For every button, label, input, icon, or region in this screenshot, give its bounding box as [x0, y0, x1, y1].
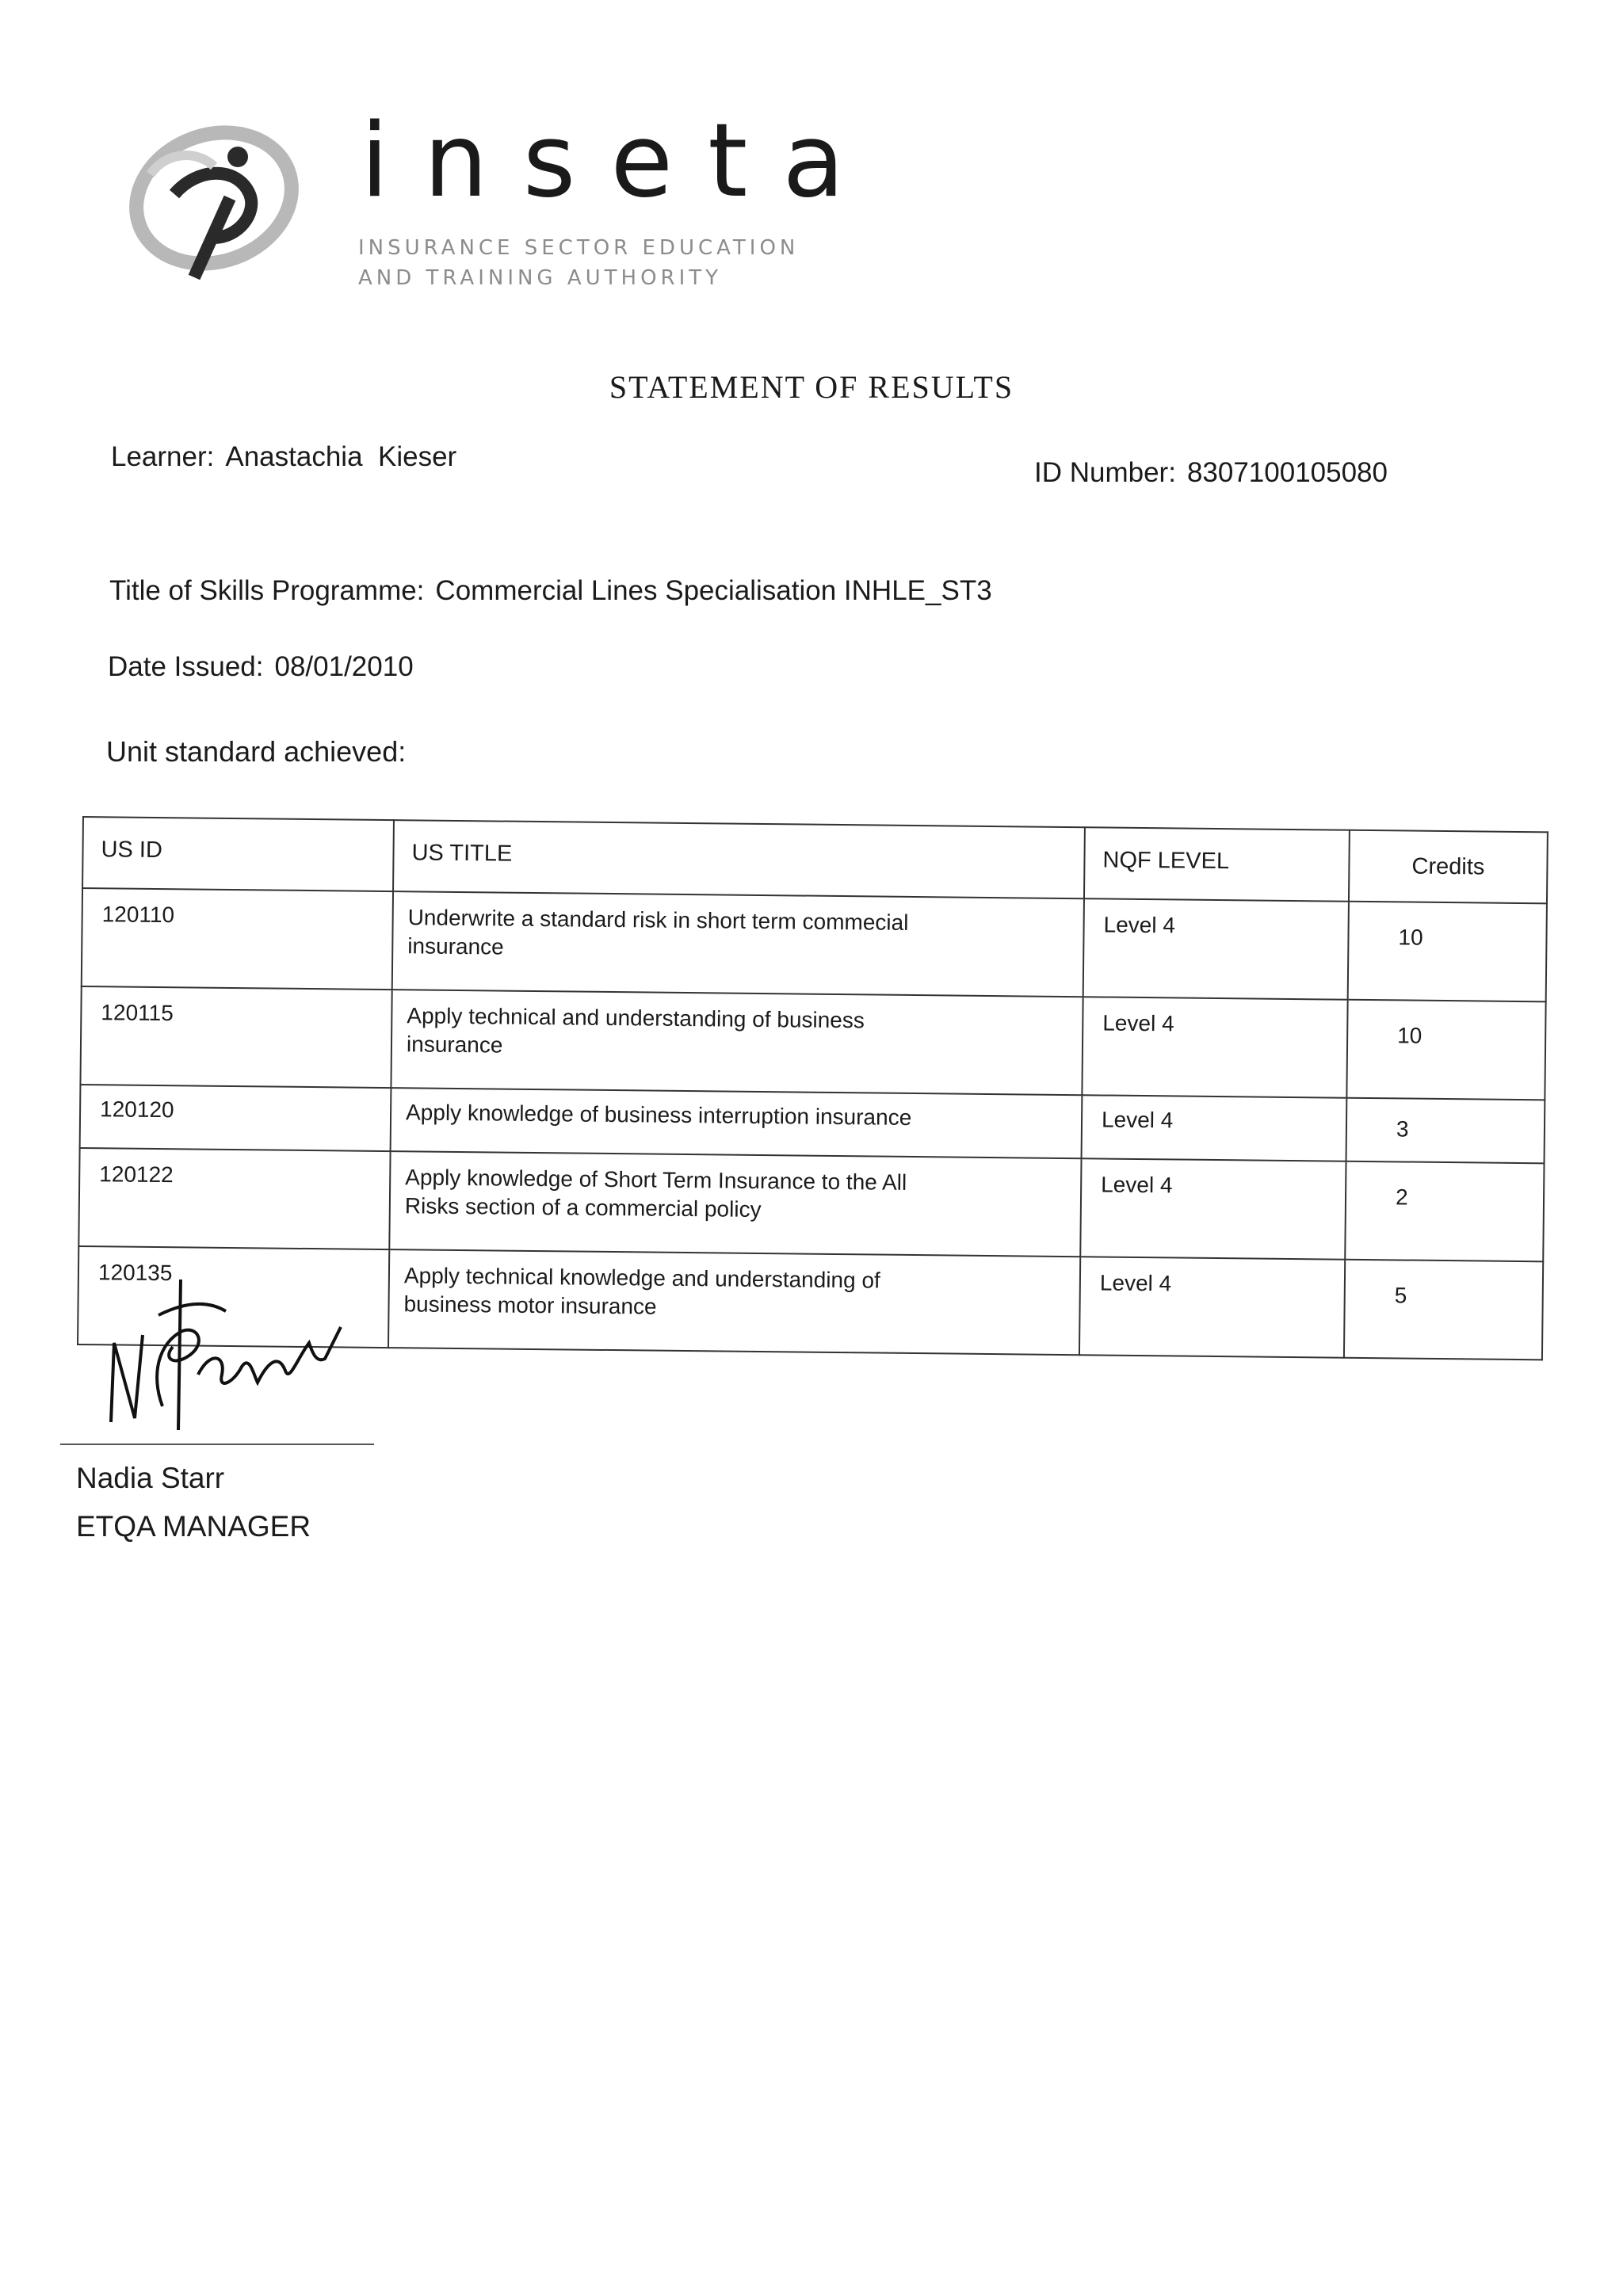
header-us-id: US ID: [82, 817, 394, 891]
table-row: [80, 986, 1545, 1100]
cell-us-title: [388, 1249, 1080, 1355]
learner-value: Anastachia Kieser: [225, 441, 457, 472]
cell-credits: 3: [1346, 1098, 1545, 1164]
id-number-value: 8307100105080: [1186, 457, 1388, 488]
title-line: Apply knowledge of Short Term Insurance to the All: [405, 1165, 907, 1195]
signatory-role: ETQA MANAGER: [76, 1510, 311, 1543]
unit-standard-heading: Unit standard achieved:: [106, 735, 407, 768]
id-number-field: [1034, 457, 1388, 489]
learner-field: [111, 441, 456, 473]
title-line: Apply technical knowledge and understanding of: [403, 1263, 880, 1293]
cell-nqf-level: Level 4: [1079, 1257, 1345, 1357]
logo-wordmark: inseta: [361, 102, 880, 220]
signature-line: [60, 1444, 374, 1445]
title-line: Risks section of a commercial policy: [404, 1193, 762, 1222]
cell-nqf-level: Level 4: [1082, 997, 1347, 1097]
cell-credits: 5: [1344, 1260, 1543, 1360]
title-line: Apply knowledge of business interruption insurance: [405, 1100, 912, 1130]
title-line: Underwrite a standard risk in short term commecial: [407, 905, 909, 935]
cell-us-title: [392, 891, 1084, 997]
inseta-swirl-logo-icon: [119, 119, 317, 285]
header-us-title: US TITLE: [393, 820, 1085, 898]
programme-label: Title of Skills Programme:: [109, 575, 425, 606]
cell-us-title: [391, 1088, 1083, 1158]
cell-us-id: 120120: [80, 1085, 391, 1151]
programme-field: [109, 575, 992, 607]
title-line: insurance: [407, 933, 504, 959]
table-row: [82, 888, 1547, 1001]
cell-credits: 10: [1348, 902, 1547, 1002]
title-line: insurance: [406, 1032, 503, 1058]
cell-nqf-level: Level 4: [1083, 898, 1349, 999]
handwritten-signature: [87, 1256, 357, 1438]
signatory-name: Nadia Starr: [76, 1462, 225, 1494]
cell-credits: 10: [1346, 1000, 1545, 1100]
date-issued-field: [108, 651, 414, 683]
document-title: STATEMENT OF RESULTS: [609, 369, 1014, 405]
cell-nqf-level: Level 4: [1080, 1158, 1346, 1259]
cell-us-id: 120115: [80, 986, 391, 1088]
table-row: [78, 1148, 1544, 1261]
cell-us-id: 120110: [82, 888, 393, 990]
cell-us-id: 120122: [78, 1148, 390, 1249]
date-issued-label: Date Issued:: [108, 651, 264, 682]
logo-tagline-line2: AND TRAINING AUTHORITY: [358, 266, 723, 290]
logo-tagline-line1: INSURANCE SECTOR EDUCATION: [358, 236, 800, 260]
title-line: Apply technical and understanding of business: [407, 1003, 865, 1033]
header-credits: Credits: [1349, 830, 1548, 904]
date-issued-value: 08/01/2010: [274, 651, 414, 682]
cell-us-title: [389, 1151, 1081, 1257]
cell-us-title: [391, 990, 1083, 1095]
programme-value: Commercial Lines Specialisation INHLE_ST3: [435, 575, 992, 606]
cell-credits: 2: [1345, 1161, 1544, 1262]
cell-nqf-level: Level 4: [1082, 1095, 1347, 1161]
id-number-label: ID Number:: [1034, 457, 1176, 488]
learner-label: Learner:: [111, 441, 215, 472]
header-nqf-level: NQF LEVEL: [1084, 827, 1350, 901]
title-line: business motor insurance: [403, 1291, 657, 1319]
cell-us-id: 120135: [78, 1246, 389, 1348]
